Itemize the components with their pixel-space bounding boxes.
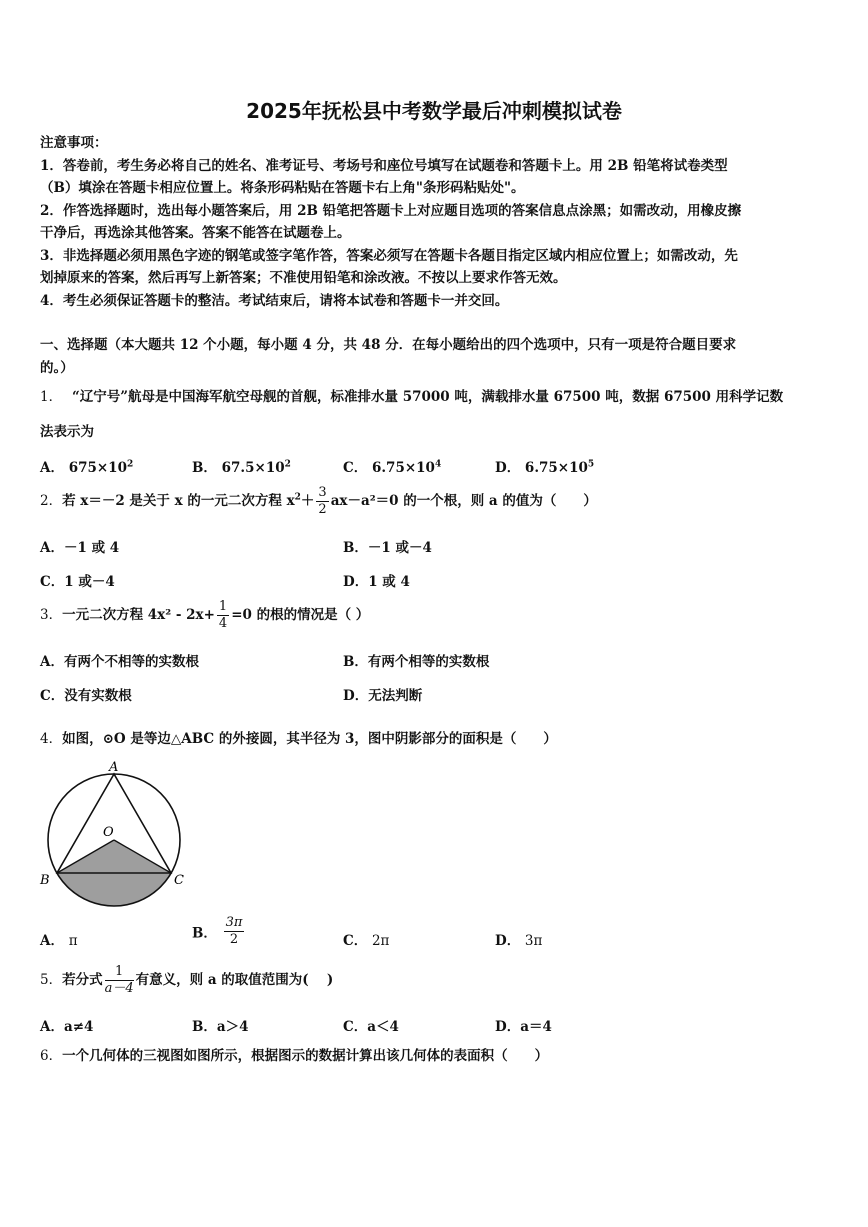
q1-number: 1．	[40, 389, 63, 405]
q1-option-d: D． $6.75\times 10^5$	[495, 459, 595, 476]
q6-question: 6．一个几何体的三视图如图所示，根据图示的数据计算出该几何体的表面积（ ）	[40, 1048, 549, 1064]
q3-option-b: B．有两个相等的实数根	[343, 654, 490, 670]
q4-option-b-fraction: $\frac{3\pi}{2}$	[225, 915, 243, 947]
section-heading-line-2: 的。）	[40, 360, 74, 376]
q2-fraction: $\frac{3}{2}$	[318, 485, 327, 517]
q1-option-b: B． $67.5\times 10^2$	[192, 459, 291, 476]
notice-line-6: 划掉原来的答案，然后再写上新答案；不准使用铅笔和涂改液。不按以上要求作答无效。	[40, 270, 567, 286]
q4-option-d: D． 3π	[495, 933, 543, 949]
label-o: O	[103, 825, 114, 840]
q3-fraction: $\frac{1}{4}$	[218, 599, 228, 631]
q1-option-c: C． $6.75\times 10^4$	[343, 459, 442, 476]
notice-line-1: 1．答卷前，考生务必将自己的姓名、准考证号、考场号和座位号填写在试题卷和答题卡上。用 2B 铅笔将试卷类型	[40, 158, 728, 174]
notice-heading: 注意事项：	[40, 135, 108, 151]
q5-option-c: C．a＜4	[343, 1019, 399, 1035]
notice-line-2: （B）填涂在答题卡相应位置上。将条形码粘贴在答题卡右上角"条形码粘贴处"。	[40, 180, 525, 196]
label-c: C	[174, 873, 184, 888]
shaded-triangle	[57, 840, 171, 873]
label-a: A	[109, 760, 119, 775]
q2-question: 2．若 x＝－2 是关于 x 的一元二次方程 $x^2+$ $\frac{3}{2}$ ax－a²＝0 的一个根，则 a 的值为（ ）	[40, 485, 597, 517]
label-b: B	[40, 873, 50, 888]
q5-fraction: $\frac{1}{a-4}$	[104, 964, 134, 996]
q2-option-a: A．－1 或 4	[40, 540, 120, 556]
q2-option-c: C．1 或－4	[40, 574, 115, 590]
notice-line-3: 2．作答选择题时，选出每小题答案后，用 2B 铅笔把答题卡上对应题目选项的答案信息点涂黑；如需改动，用橡皮擦	[40, 203, 742, 219]
q5-option-a: A．a≠4	[40, 1019, 94, 1035]
notice-line-5: 3．非选择题必须用黑色字迹的钢笔或签字笔作答，答案必须写在答题卡各题目指定区域内相应位置上；如需改动，先	[40, 248, 738, 264]
q4-question: 4．如图，⊙O 是等边△ABC 的外接圆，其半径为 3，图中阴影部分的面积是（ ）	[40, 731, 557, 747]
q4-option-b: B． $\frac{3\pi}{2}$	[192, 915, 243, 947]
q3-option-d: D．无法判断	[343, 688, 423, 704]
q3-option-c: C．没有实数根	[40, 688, 132, 704]
q3-option-a: A．有两个不相等的实数根	[40, 654, 199, 670]
notice-line-4: 干净后，再选涂其他答案。答案不能答在试题卷上。	[40, 225, 351, 241]
page-title: 2025年抚松县中考数学最后冲刺模拟试卷	[246, 99, 622, 123]
q1-option-a: A． $675\times 10^2$	[40, 459, 134, 476]
q5-option-d: D．a＝4	[495, 1019, 552, 1035]
q1-text-line-1: “辽宁号”航母是中国海军航空母舰的首舰，标准排水量 57000 吨，满载排水量 67500 吨，数据 67500 用科学记数	[72, 389, 784, 405]
q2-option-d: D．1 或 4	[343, 574, 410, 590]
q4-option-c: C． 2π	[343, 933, 390, 949]
q5-option-b: B．a＞4	[192, 1019, 249, 1035]
q3-question: 3．一元二次方程 4x² - 2x+ $\frac{1}{4}$ =0 的根的情况是（ ）	[40, 599, 370, 631]
q4-option-a: A． π	[40, 933, 78, 949]
q1-text-line-2: 法表示为	[40, 424, 94, 440]
q5-question: 5．若分式 $\frac{1}{a-4}$ 有意义，则 a 的取值范围为( )	[40, 964, 334, 996]
section-heading-line-1: 一、选择题（本大题共 12 个小题，每小题 4 分，共 48 分．在每小题给出的四个选项中，只有一项是符合题目要求	[40, 337, 737, 353]
notice-line-7: 4．考生必须保证答题卡的整洁。考试结束后，请将本试卷和答题卡一并交回。	[40, 293, 509, 309]
q4-figure-circle-triangle	[36, 756, 192, 912]
q2-option-b: B．－1 或－4	[343, 540, 432, 556]
